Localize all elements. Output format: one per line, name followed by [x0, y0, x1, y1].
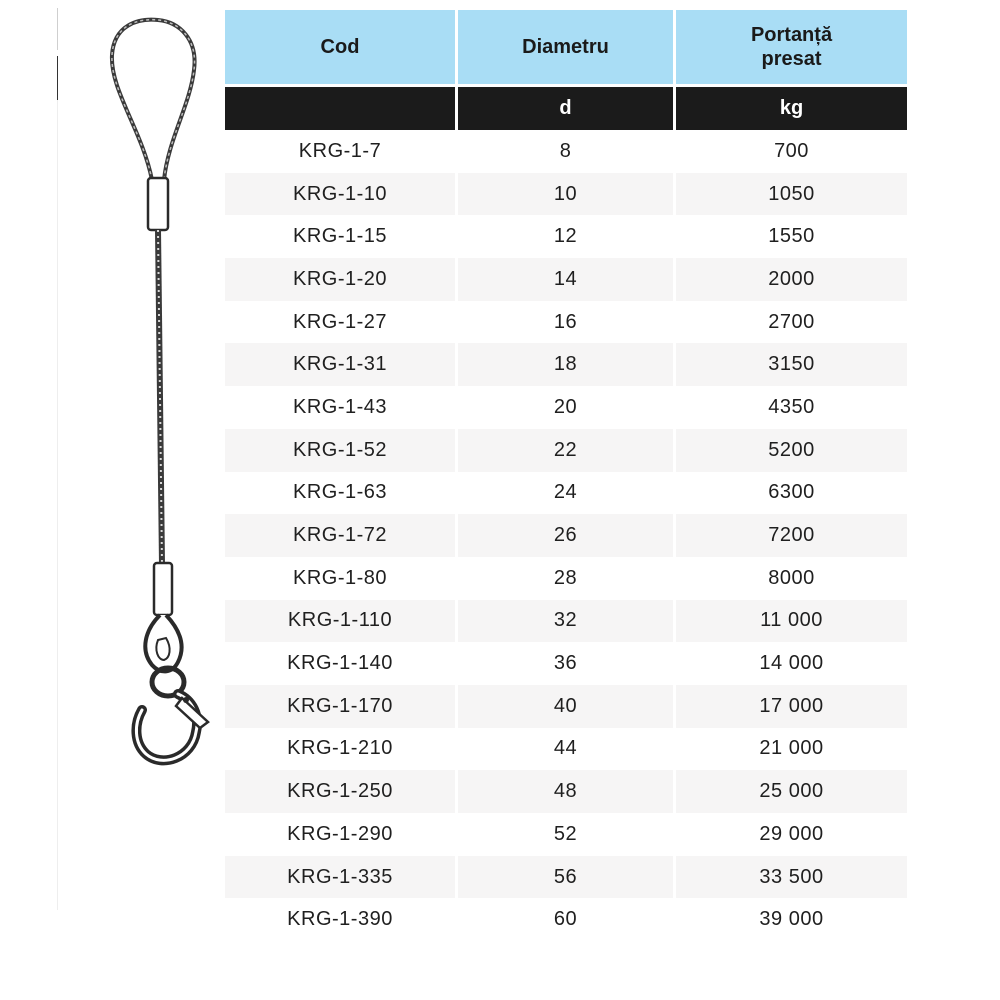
cell-diametru: 32: [458, 600, 676, 643]
cell-portanta: 700: [676, 130, 907, 173]
table-row: [225, 429, 907, 472]
cell-diametru: 14: [458, 258, 676, 301]
cell-diametru: 28: [458, 557, 676, 600]
cell-portanta: 21 000: [676, 728, 907, 771]
table-row: [225, 386, 907, 429]
table-row: [225, 642, 907, 685]
table-row: [225, 130, 907, 173]
cell-diametru: 26: [458, 514, 676, 557]
cell-cod: KRG-1-290: [225, 813, 458, 856]
table-row: [225, 215, 907, 258]
cell-diametru: 40: [458, 685, 676, 728]
unit-row: [225, 84, 907, 130]
cell-cod: KRG-1-27: [225, 301, 458, 344]
sling-spec-table: [225, 10, 907, 941]
unit-cod: [225, 84, 458, 130]
cell-portanta: 4350: [676, 386, 907, 429]
cell-diametru: 10: [458, 173, 676, 216]
cell-cod: KRG-1-210: [225, 728, 458, 771]
cell-diametru: 44: [458, 728, 676, 771]
table-row: [225, 856, 907, 899]
cell-portanta: 1050: [676, 173, 907, 216]
left-edge-divider: [57, 100, 58, 910]
left-edge-divider: [57, 56, 58, 100]
cell-diametru: 56: [458, 856, 676, 899]
cell-portanta: 2000: [676, 258, 907, 301]
cell-cod: KRG-1-43: [225, 386, 458, 429]
table-row: [225, 770, 907, 813]
cell-portanta: 5200: [676, 429, 907, 472]
cell-cod: KRG-1-140: [225, 642, 458, 685]
cell-portanta: 7200: [676, 514, 907, 557]
cell-cod: KRG-1-10: [225, 173, 458, 216]
table-row: [225, 898, 907, 941]
cell-diametru: 36: [458, 642, 676, 685]
cell-portanta: 3150: [676, 343, 907, 386]
cell-portanta: 6300: [676, 472, 907, 515]
cell-cod: KRG-1-7: [225, 130, 458, 173]
cell-portanta: 17 000: [676, 685, 907, 728]
cell-diametru: 12: [458, 215, 676, 258]
cell-portanta: 39 000: [676, 898, 907, 941]
table-row: [225, 301, 907, 344]
table-row: [225, 813, 907, 856]
header-row: [225, 10, 907, 84]
cell-portanta: 29 000: [676, 813, 907, 856]
cell-diametru: 18: [458, 343, 676, 386]
cell-diametru: 8: [458, 130, 676, 173]
table-row: [225, 557, 907, 600]
table-row: [225, 258, 907, 301]
cell-diametru: 22: [458, 429, 676, 472]
table-row: [225, 600, 907, 643]
cell-portanta: 25 000: [676, 770, 907, 813]
cell-portanta: 1550: [676, 215, 907, 258]
cell-diametru: 60: [458, 898, 676, 941]
cell-diametru: 48: [458, 770, 676, 813]
cell-cod: KRG-1-31: [225, 343, 458, 386]
table-row: [225, 343, 907, 386]
cell-cod: KRG-1-110: [225, 600, 458, 643]
cell-diametru: 20: [458, 386, 676, 429]
unit-portanta: kg: [676, 84, 907, 130]
unit-diametru: d: [458, 84, 676, 130]
cell-cod: KRG-1-335: [225, 856, 458, 899]
table-row: [225, 685, 907, 728]
cell-cod: KRG-1-80: [225, 557, 458, 600]
cell-cod: KRG-1-63: [225, 472, 458, 515]
cell-diametru: 52: [458, 813, 676, 856]
header-portanta: [676, 10, 907, 84]
cell-portanta: 2700: [676, 301, 907, 344]
cell-cod: KRG-1-52: [225, 429, 458, 472]
cell-portanta: 11 000: [676, 600, 907, 643]
cell-portanta: 8000: [676, 557, 907, 600]
header-diametru: Diametru: [458, 10, 676, 84]
left-edge-divider: [57, 8, 58, 50]
cell-portanta: 14 000: [676, 642, 907, 685]
cell-cod: KRG-1-250: [225, 770, 458, 813]
cell-cod: KRG-1-390: [225, 898, 458, 941]
cell-diametru: 16: [458, 301, 676, 344]
table-row: [225, 514, 907, 557]
header-portanta-label: Portanță presat: [750, 24, 833, 70]
cell-cod: KRG-1-170: [225, 685, 458, 728]
cell-portanta: 33 500: [676, 856, 907, 899]
table-row: [225, 472, 907, 515]
table-row: [225, 728, 907, 771]
cell-cod: KRG-1-15: [225, 215, 458, 258]
cell-cod: KRG-1-72: [225, 514, 458, 557]
cell-cod: KRG-1-20: [225, 258, 458, 301]
table-row: [225, 173, 907, 216]
cell-diametru: 24: [458, 472, 676, 515]
wire-rope-sling-with-hook-icon: [100, 10, 220, 790]
header-cod: Cod: [225, 10, 458, 84]
